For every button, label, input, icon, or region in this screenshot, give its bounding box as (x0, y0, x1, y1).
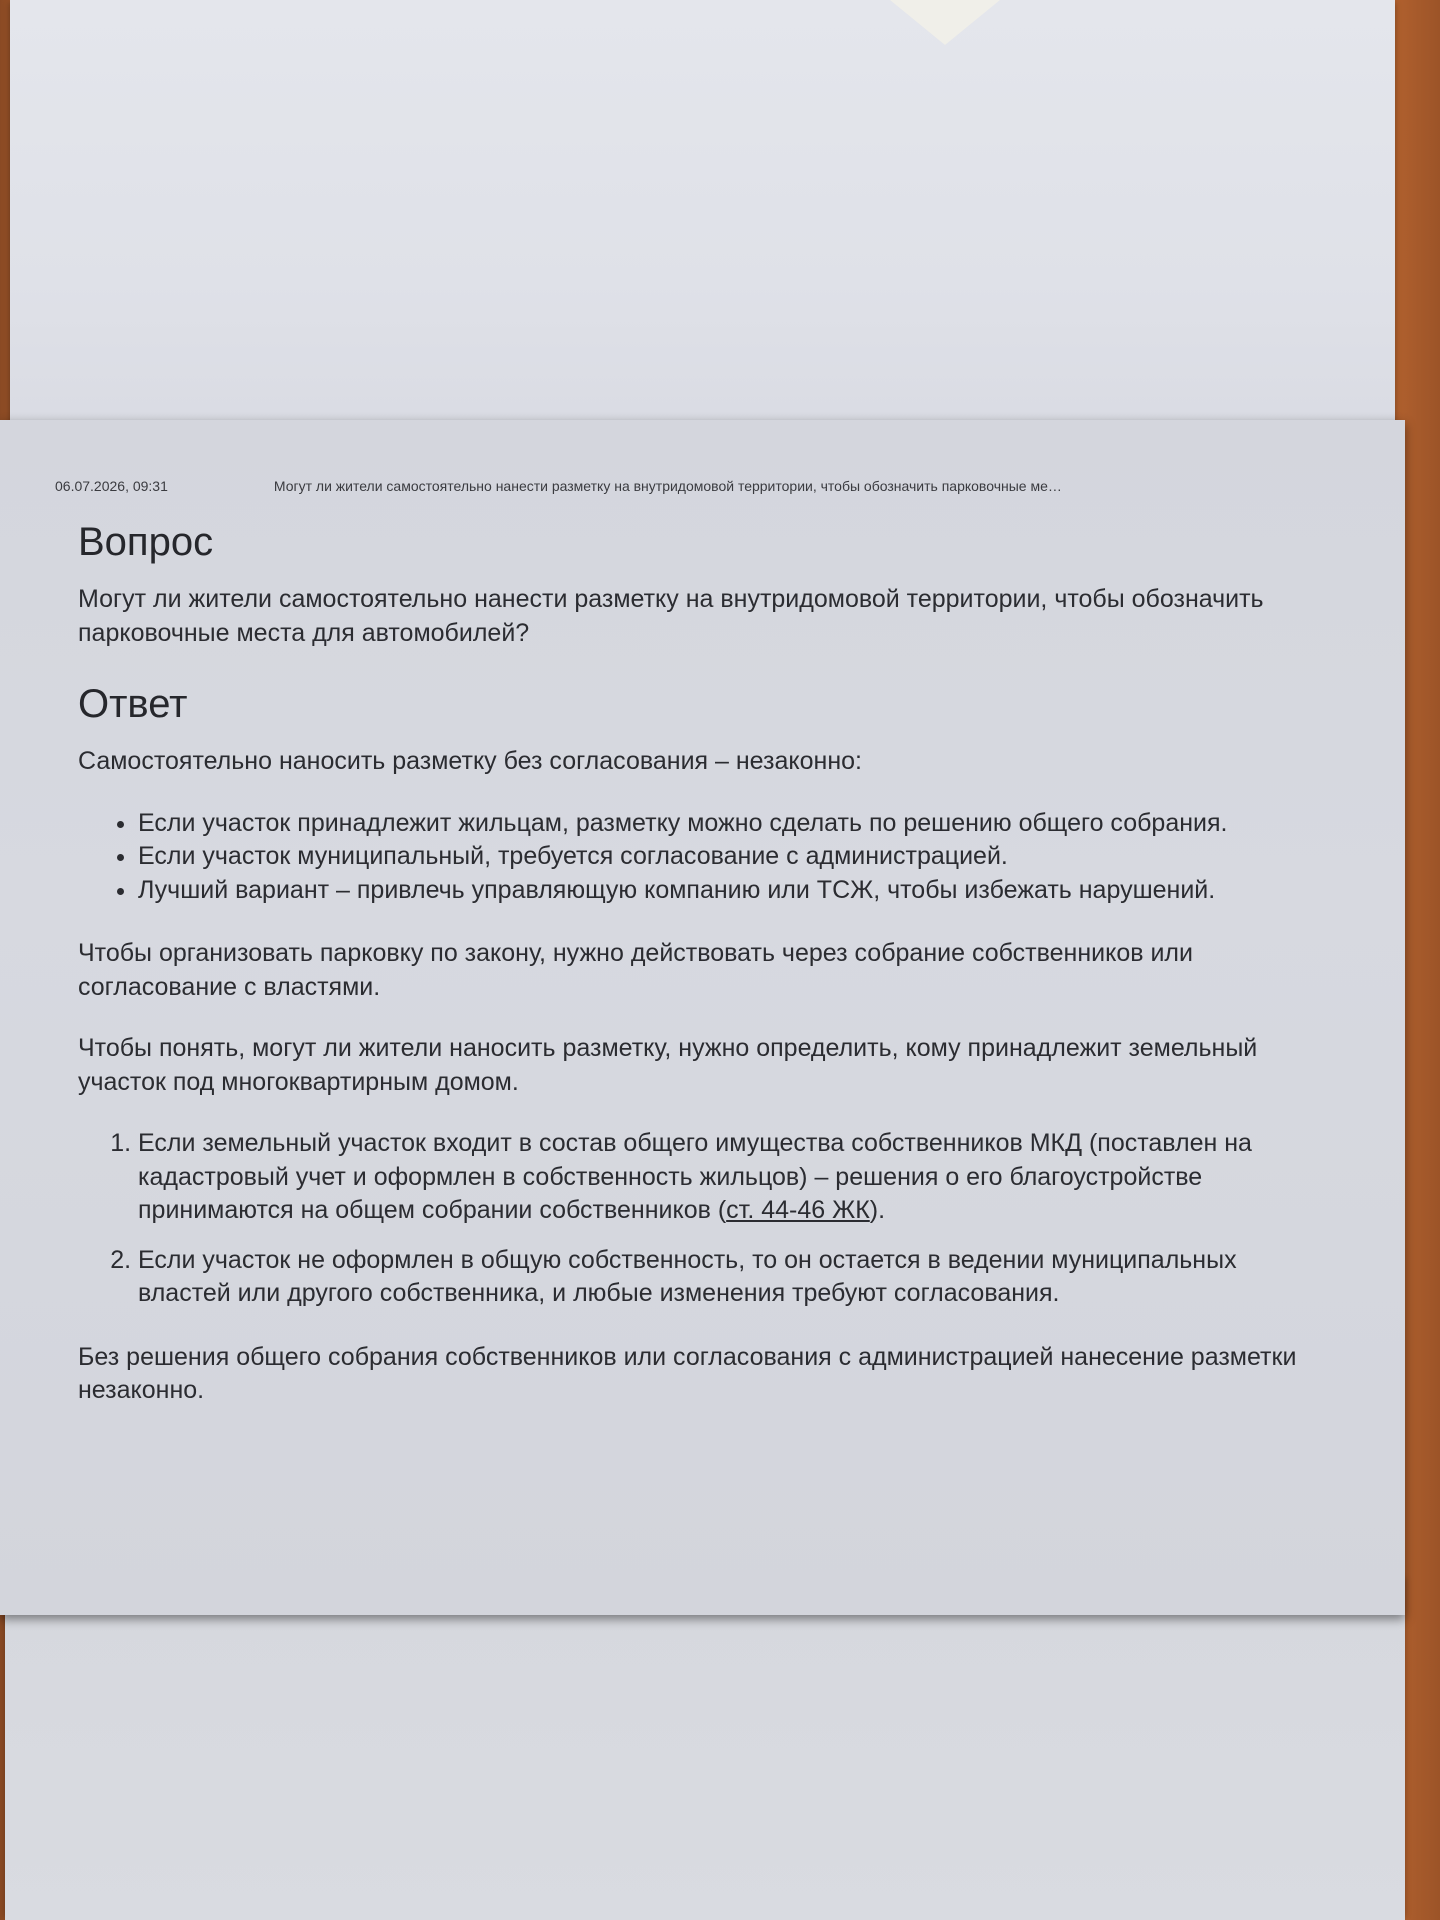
answer-intro: Самостоятельно наносить разметку без согласования – незаконно: (78, 747, 862, 775)
list-item: • Лучший вариант – привлечь управляющую компанию или ТСЖ, чтобы избежать нарушений. (138, 874, 1330, 908)
document-content (78, 520, 1330, 1436)
paper-corner-mark (890, 0, 1000, 45)
list-item-tail: ). (869, 1196, 886, 1224)
answer-conclusion: Без решения общего собрания собственников или согласования с администрацией нанесение разметки незаконно. (78, 1342, 1297, 1404)
question-heading: Вопрос (78, 520, 214, 564)
running-header (55, 478, 1345, 494)
document-page (0, 420, 1405, 1615)
list-item: 2. Если участок не оформлен в общую собственность, то он остается в ведении муниципальных властей или другого собственника, и любые изменения требуют согласования. (138, 1244, 1330, 1311)
answer-bullet-list (78, 807, 1330, 908)
answer-paragraph: Чтобы понять, могут ли жители наносить разметку, нужно определить, кому принадлежит земельный участок под многоквартирным домом. (78, 1034, 1258, 1096)
folded-sheet-bottom (5, 1580, 1405, 1920)
list-item: • Если участок муниципальный, требуется согласование с администрацией. (138, 840, 1330, 874)
answer-heading: Ответ (78, 682, 188, 726)
answer-numbered-list (78, 1127, 1330, 1311)
list-item: • Если участок принадлежит жильцам, разметку можно сделать по решению общего собрания. (138, 807, 1330, 841)
folded-sheet-top (10, 0, 1395, 470)
answer-paragraph: Чтобы организовать парковку по закону, нужно действовать через собрание собственников или согласование с властями. (78, 939, 1193, 1001)
print-date: 06.07.2026, 09:31 (55, 478, 168, 494)
law-article-link[interactable]: ст. 44-46 ЖК (726, 1196, 870, 1224)
list-item-text: Если земельный участок входит в состав общего имущества собственников МКД (поставлен на кадастровый учет и оформлен в собственность жильцов) – решения о его благоустройстве принимаются на общем собрании собственников ( (138, 1129, 1252, 1224)
list-item (138, 1127, 1330, 1228)
question-text: Могут ли жители самостоятельно нанести разметку на внутридомовой территории, чтобы обозначить парковочные места для автомобилей? (78, 585, 1264, 647)
header-title: Могут ли жители самостоятельно нанести разметку на внутридомовой территории, чтобы обозначить парковочные ме… (273, 478, 1062, 494)
